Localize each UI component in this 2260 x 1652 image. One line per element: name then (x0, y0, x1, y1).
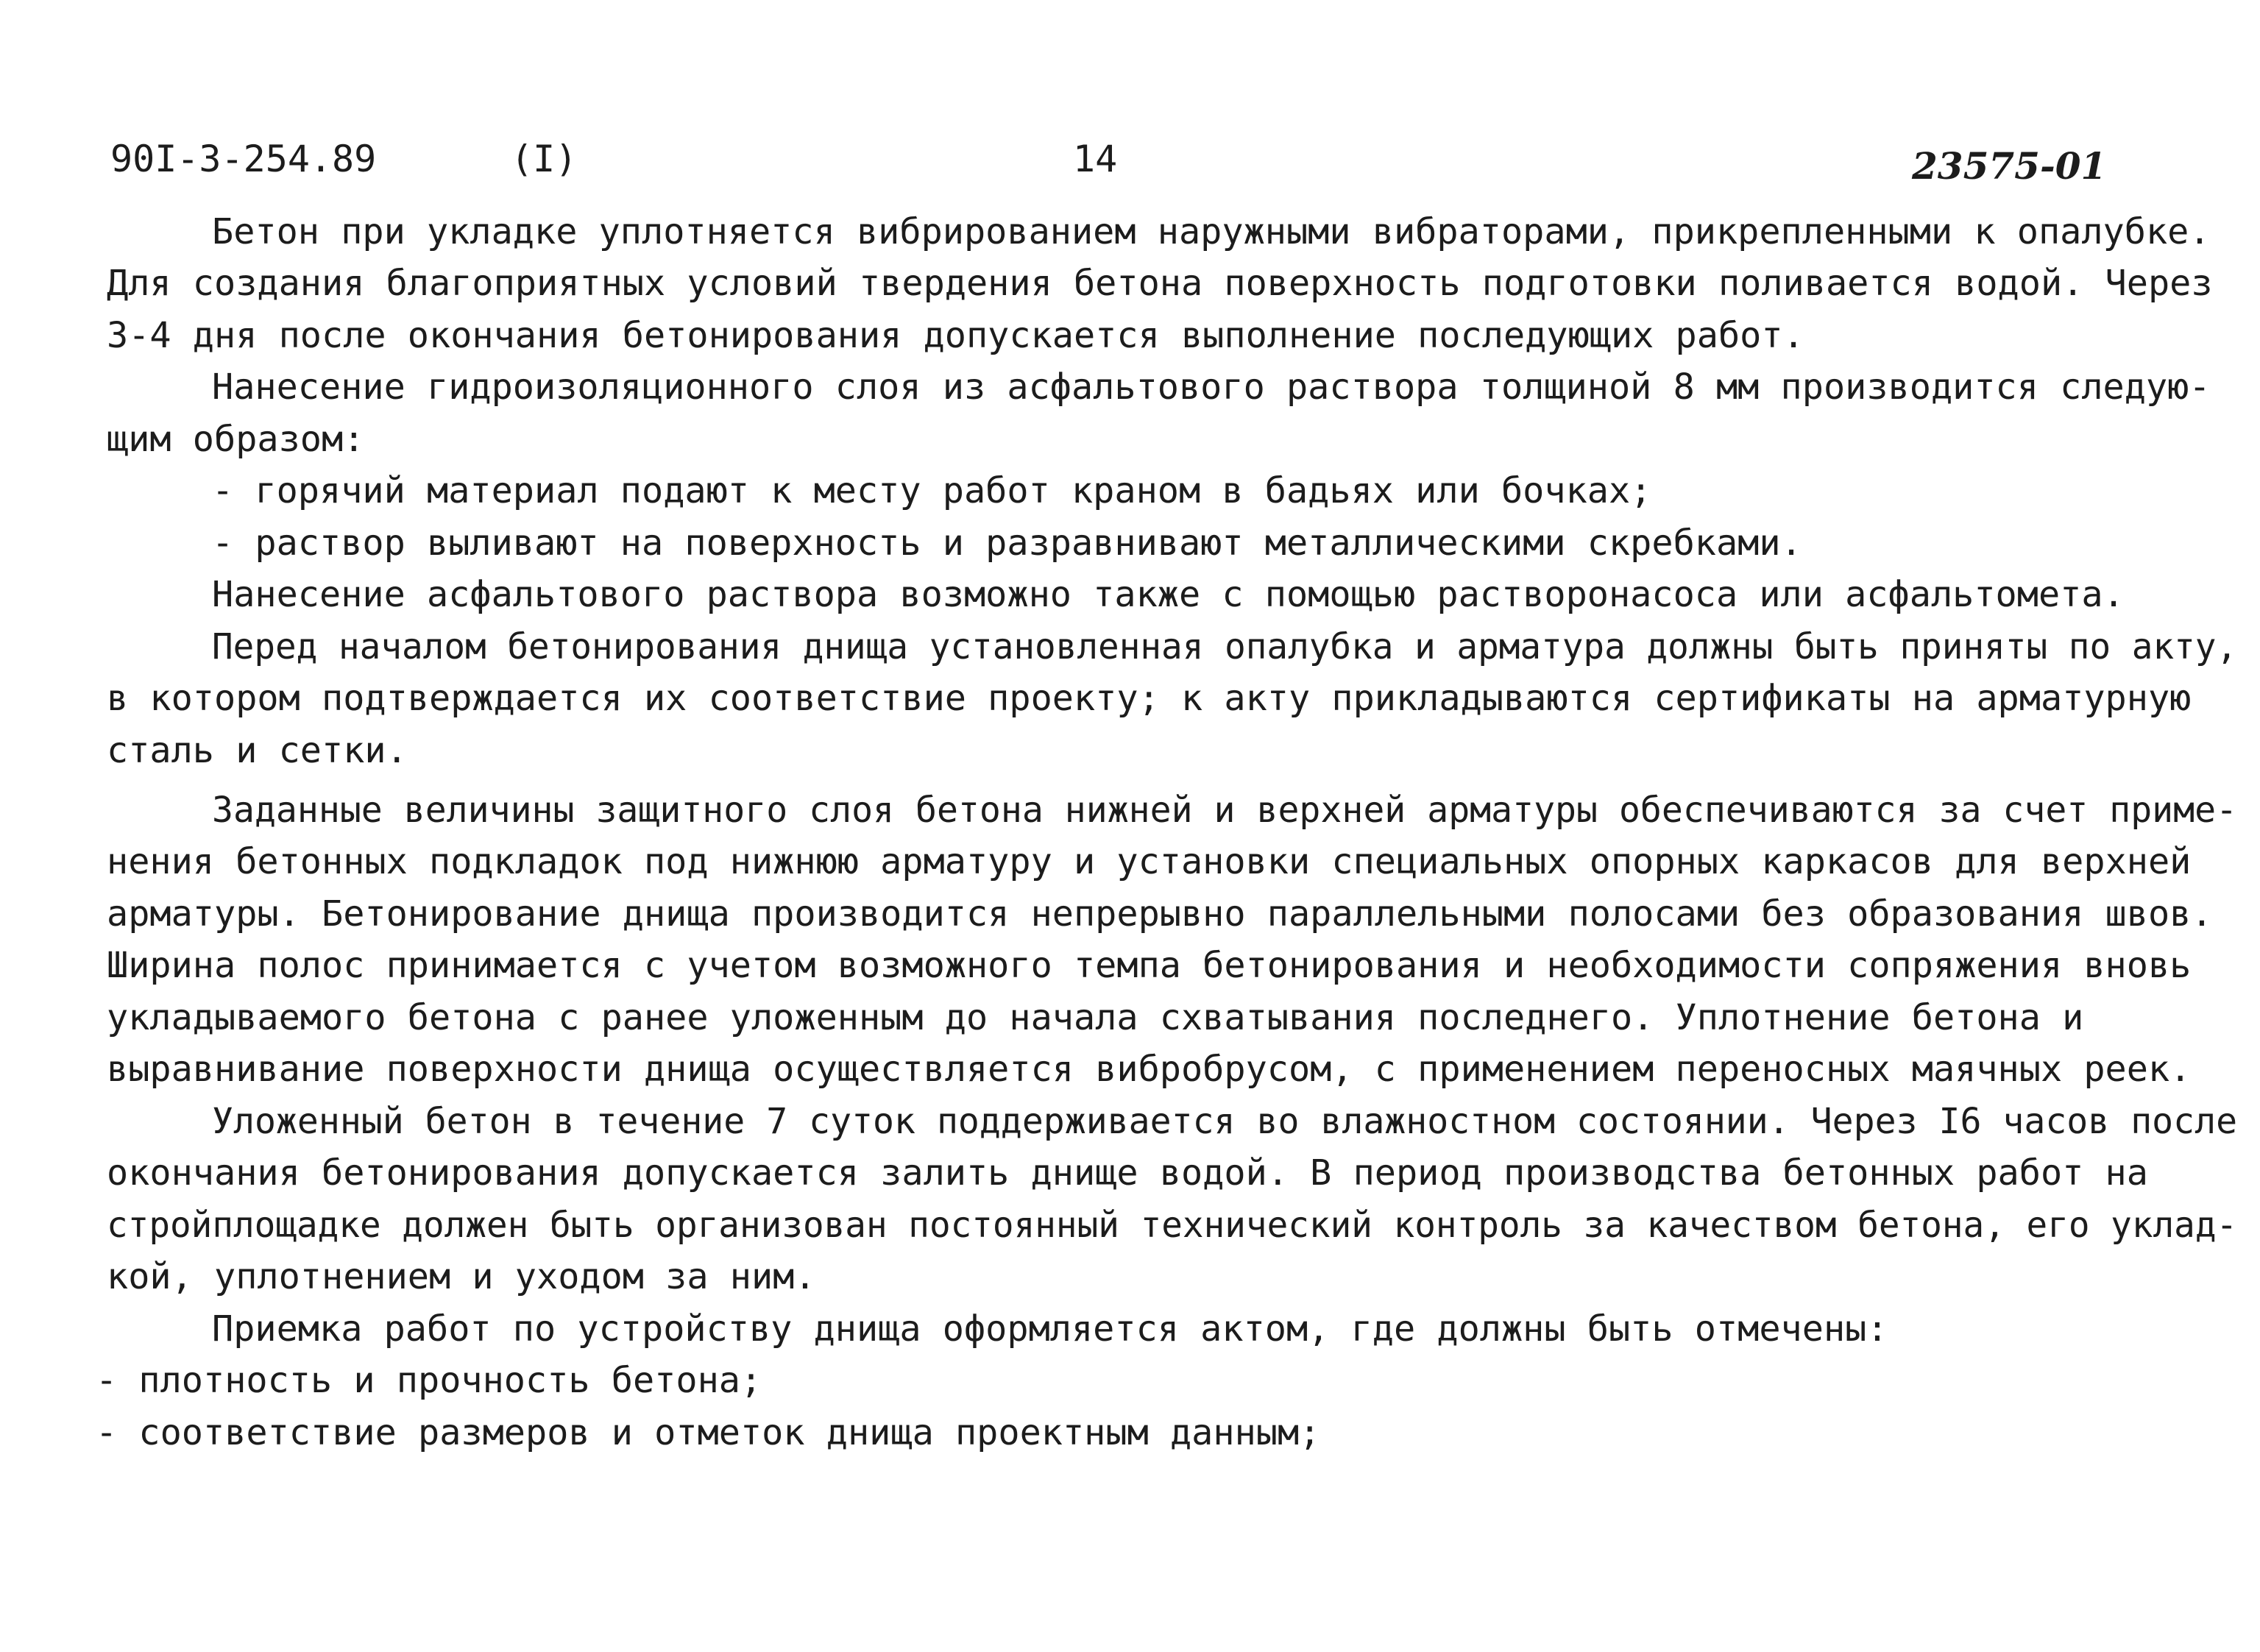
text-line: в котором подтверждается их соответствие проекту; к акту прикладываются сертификаты на арматурную (107, 678, 2192, 719)
text-line: арматуры. Бетонирование днища производится непрерывно параллельными полосами без образования швов. (107, 893, 2213, 935)
text-line: 3-4 дня после окончания бетонирования допускается выполнение последующих работ. (107, 315, 1804, 356)
list-item: - раствор выливают на поверхность и разравнивают металлическими скребками. (212, 522, 1802, 564)
text-line: Нанесение гидроизоляционного слоя из асфальтового раствора толщиной 8 мм производится следую- (212, 366, 2211, 408)
sheet-indicator: (I) (511, 138, 578, 180)
text-line: кой, уплотнением и уходом за ним. (107, 1256, 816, 1297)
text-line: Заданные величины защитного слоя бетона нижней и верхней арматуры обеспечиваются за счет приме- (212, 790, 2238, 831)
text-line: Бетон при укладке уплотняется вибрированием наружными вибраторами, прикрепленными к опалубке. (212, 211, 2211, 252)
text-line: укладываемого бетона с ранее уложенным до начала схватывания последнего. Уплотнение бетона и (107, 997, 2084, 1038)
text-line: окончания бетонирования допускается залить днище водой. В период производства бетонных работ на (107, 1152, 2148, 1194)
text-line: щим образом: (107, 419, 365, 460)
list-item: - горячий материал подают к месту работ краном в бадьях или бочках; (212, 470, 1652, 511)
text-line: сталь и сетки. (107, 730, 408, 771)
page-number: 14 (1073, 138, 1118, 180)
text-line: стройплощадке должен быть организован постоянный технический контроль за качеством бетона, его уклад- (107, 1205, 2238, 1246)
text-line: выравнивание поверхности днища осуществляется вибробрусом, с применением переносных маячных реек. (107, 1049, 2192, 1090)
page-header (0, 131, 2260, 190)
inventory-number: 23575-01 (1912, 144, 2107, 188)
text-line: Ширина полос принимается с учетом возможного темпа бетонирования и необходимости сопряжения вновь (107, 945, 2192, 986)
text-line: Приемка работ по устройству днища оформляется актом, где должны быть отмечены: (212, 1308, 1888, 1350)
text-line: Уложенный бетон в течение 7 суток поддерживается во влажностном состоянии. Через I6 часов после (212, 1101, 2238, 1142)
document-code: 90I-3-254.89 (110, 138, 377, 180)
list-item: - соответствие размеров и отметок днища проектным данным; (96, 1412, 1321, 1453)
list-item: - плотность и прочность бетона; (96, 1360, 762, 1401)
text-line: нения бетонных подкладок под нижнюю арматуру и установки специальных опорных каркасов для верхней (107, 841, 2192, 882)
text-line: Перед началом бетонирования днища установленная опалубка и арматура должны быть приняты по акту, (212, 626, 2238, 667)
text-line: Для создания благоприятных условий твердения бетона поверхность подготовки поливается водой. Через (107, 263, 2213, 304)
text-line: Нанесение асфальтового раствора возможно также с помощью растворонасоса или асфальтомета. (212, 574, 2125, 615)
